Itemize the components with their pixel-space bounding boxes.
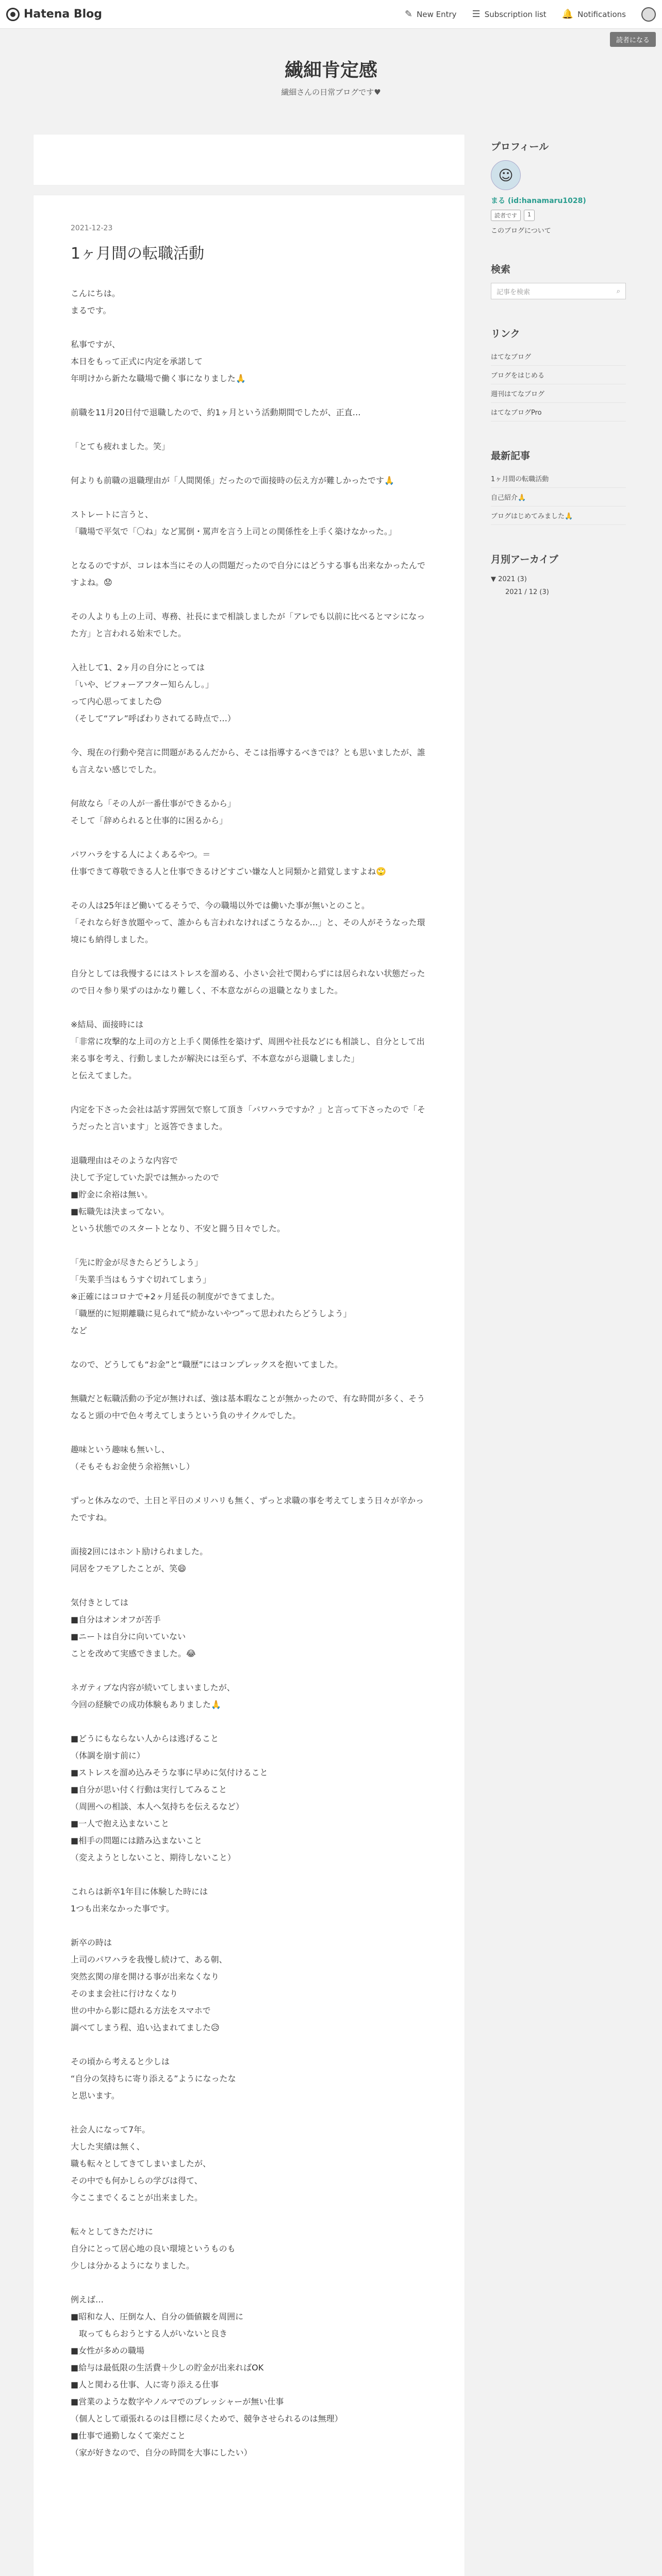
entry-line: 例えば… [71, 2295, 104, 2304]
entry-paragraph [71, 1594, 427, 1662]
entry-line: 自分としては我慢するにはストレスを溜める、小さい会社で関わらずには居られない状態だったので日々参り果ずのはかなり難しく、不本意ながらの退職となりました。 [71, 969, 425, 995]
entry-paragraph [71, 2291, 427, 2461]
search-input[interactable] [491, 283, 626, 299]
entry-paragraph [71, 1254, 427, 1339]
entry-line: となるのですが、コレは本当にその人の問題だったので自分にはどうする事も出来なかったんですよね。😟 [71, 561, 426, 587]
entry-line: 突然玄関の扉を開ける事が出来なくなり [71, 1972, 220, 1981]
entry-paragraph [71, 1730, 427, 1866]
entry-paragraph [71, 472, 427, 489]
recent-heading: 最新記事 [491, 450, 531, 462]
entry-line: 「先に貯金が尽きたらどうしよう」 [71, 1258, 203, 1267]
entry-line: 今ここまでくることが出来ました。 [71, 2193, 203, 2202]
entry-line: ■一人で抱え込まないこと [71, 1819, 170, 1828]
entry-date[interactable]: 2021-12-23 [71, 224, 113, 232]
entry-line: ■ニートは自分に向いていない [71, 1632, 186, 1641]
entry-line: 調べてしまう程、追い込まれてました😥 [71, 2023, 220, 2032]
entry-line: （周囲への相談、本人へ気持ちを伝えるなど） [71, 1802, 244, 1811]
entry-line: 入社して1、2ヶ月の自分にとっては [71, 663, 205, 672]
pencil-icon: ✎ [405, 9, 413, 20]
sidebar-link[interactable]: はてなブログPro [491, 403, 626, 421]
entry-paragraph [71, 285, 427, 319]
entry-line: ことを改めて実感できました。😂 [71, 1649, 196, 1658]
entry-line: など [71, 1326, 88, 1335]
entry-line: 「とても疲れました。笑」 [71, 442, 170, 451]
entry-line: ※結局、面接時には [71, 1020, 144, 1029]
entry-line: ■給与は最低限の生活費＋少しの貯金が出来ればOK [71, 2363, 264, 2372]
entry-paragraph [71, 1934, 427, 2036]
recent-entries-section [491, 448, 626, 525]
profile-section [491, 139, 626, 235]
entry-line: ■仕事で通勤しなくて楽だこと [71, 2431, 186, 2441]
sidebar-link[interactable]: 週刊はてなブログ [491, 384, 626, 403]
entry-line: ストレートに言うと、 [71, 510, 154, 519]
entry-line: 決して予定していた訳では無かったので [71, 1173, 220, 1182]
entry-line: 世の中から影に隠れる方法をスマホで [71, 2006, 211, 2015]
entry-line: 退職理由はそのような内容で [71, 1156, 178, 1165]
new-entry-label: New Entry [417, 9, 457, 19]
entry-line: 内定を下さった会社は話す雰囲気で察して頂き「パワハラですか？」と言って下さったので「そうだったと言います」と返答できました。 [71, 1105, 426, 1131]
recent-entry-link[interactable]: ブログはじめてみました🙏 [491, 506, 626, 525]
subscription-list-link[interactable] [472, 9, 547, 20]
entry-paragraph [71, 846, 427, 880]
entry-line: 転々としてきただけに [71, 2227, 154, 2236]
entry-line: パワハラをする人によくあるやつ。＝ [71, 850, 211, 859]
entry-line: （そもそもお金使う余裕無いし） [71, 1462, 195, 1471]
entry-line: その頃から考えると少しは [71, 2057, 170, 2066]
entry-line: 今、現在の行動や発言に問題があるんだから、そこは指導するべきでは？とも思いましたが、誰も言えない感じでした。 [71, 748, 426, 774]
entry-paragraph [71, 438, 427, 455]
entry-line: そして「辞められると仕事的に困るから」 [71, 816, 228, 825]
entry-line: （体調を崩す前に） [71, 1751, 145, 1760]
entry-line: と伝えてました。 [71, 1071, 137, 1080]
ad-area [33, 134, 465, 185]
entry-line: これらは新卒1年目に体験した時には [71, 1887, 208, 1896]
entry-paragraph [71, 897, 427, 948]
hatena-logo-icon [6, 8, 20, 21]
entry-line: ■転職先は決まってない。 [71, 1207, 170, 1216]
entry-line: 「非常に攻撃的な上司の方と上手く関係性を築けず、周囲や社長などにも相談し、自分として出来る事を考え、行動しましたが解決には至らず、不本意ながら退職しました」 [71, 1037, 425, 1063]
entry-line: 年明けから新たな職場で働く事になりました🙏 [71, 374, 246, 383]
entry-line: まるです。 [71, 306, 111, 315]
entry-line: 本日をもって正式に内定を承諾して [71, 357, 203, 366]
entry-line: ネガティブな内容が続いてしまいましたが、 [71, 1683, 235, 1692]
entry-line: 新卒の時は [71, 1938, 112, 1947]
list-icon: ☰ [472, 9, 481, 20]
entry-line: ■ストレスを溜め込みそうな事に早めに気付けること [71, 1768, 268, 1777]
entry-line: （家が好きなので、自分の時間を大事にしたい） [71, 2448, 252, 2458]
about-blog-link[interactable]: このブログについて [491, 227, 551, 235]
entry-line: 自分にとって居心地の良い環境というものも [71, 2244, 236, 2253]
search-heading: 検索 [491, 264, 511, 275]
entry-article [33, 195, 465, 2576]
entry-line: と思います。 [71, 2091, 120, 2100]
entry-paragraph [71, 1492, 427, 1526]
entry-paragraph [71, 1679, 427, 1713]
archive-section [491, 552, 626, 599]
recent-entry-link[interactable]: 自己紹介🙏 [491, 488, 626, 506]
entry-line: 「いや、ビフォーアフター知らんし。」 [71, 680, 213, 689]
entry-line: 「職場で平気で「〇ね」など罵倒・罵声を言う上司との関係性を上手く築けなかった。」 [71, 527, 397, 536]
entry-line: ずっと休みなので、土日と平日のメリハリも無く、ずっと求職の事を考えてしまう日々が辛かったですね。 [71, 1496, 424, 1522]
search-section [491, 262, 626, 299]
entry-line: 少しは分かるようになりました。 [71, 2261, 195, 2270]
entry-paragraph [71, 744, 427, 778]
entry-paragraph [71, 1101, 427, 1135]
search-icon[interactable]: ⌕ [616, 287, 620, 295]
archive-year-toggle[interactable]: ▼ 2021 (3) [491, 575, 527, 583]
entry-line: 「それなら好き放題やって、誰からも言われなければこうなるか…」と、その人がそうなった環境にも納得しました。 [71, 918, 425, 944]
entry-line: 何故なら「その人が一番仕事ができるから」 [71, 799, 236, 808]
entry-paragraph [71, 404, 427, 421]
entry-line: その人は25年ほど働いてるそうで、今の職場以外では働いた事が無いとのこと。 [71, 901, 370, 910]
subscription-label: Subscription list [484, 9, 547, 19]
entry-paragraph [71, 506, 427, 540]
entry-line: ■人と関わる仕事、人に寄り添える仕事 [71, 2380, 219, 2389]
entry-paragraph [71, 1441, 427, 1475]
entry-paragraph [71, 1390, 427, 1424]
entry-line: 大した実績は無く、 [71, 2142, 145, 2151]
entry-line: 社会人になって7年。 [71, 2125, 151, 2134]
entry-paragraph [71, 795, 427, 829]
entry-line: 前職を11月20日付で退職したので、約1ヶ月という活動期間でしたが、正直… [71, 408, 361, 417]
entry-line: 同居をフモアしたことが、笑😄 [71, 1564, 187, 1573]
user-avatar[interactable] [641, 7, 656, 22]
reader-count-badge: 1 [524, 210, 535, 221]
blog-description: 繊細さんの日常ブログです♥ [281, 88, 381, 97]
notifications-link[interactable] [562, 9, 626, 20]
logo-text: Hatena Blog [24, 8, 103, 21]
entry-line: 気付きとしては [71, 1598, 129, 1607]
subscribe-reader-button[interactable]: 読者になる [610, 32, 656, 47]
entry-paragraph [71, 2121, 427, 2206]
entry-line: という状態でのスタートとなり、不安と闘う日々でした。 [71, 1224, 286, 1233]
links-heading: リンク [491, 328, 520, 340]
entry-line: 上司のパワハラを我慢し続けて、ある朝、 [71, 1955, 227, 1964]
entry-line: ※正確にはコロナで+2ヶ月延長の制度ができてました。 [71, 1292, 279, 1301]
entry-paragraph [71, 2223, 427, 2274]
new-entry-link[interactable] [405, 9, 457, 20]
sidebar-link[interactable]: はてなブログ [491, 347, 626, 366]
entry-line: 仕事できて尊敬できる人と仕事できるけどすごい嫌な人と同類かと錯覚しますよね🙄 [71, 867, 386, 876]
entry-line: そのまま会社に行けなくなり [71, 1989, 178, 1998]
entry-paragraph [71, 965, 427, 999]
entry-line: 今回の経験での成功体験もありました🙏 [71, 1700, 221, 1709]
global-header [0, 0, 662, 29]
entry-line: 趣味という趣味も無いし、 [71, 1445, 170, 1454]
hatena-logo[interactable] [6, 8, 102, 21]
entry-line: ■相手の問題には踏み込まないこと [71, 1836, 203, 1845]
entry-line: （そして“アレ”呼ばわりされてる時点で…） [71, 714, 236, 723]
entry-line: 「失業手当はもうすぐ切れてしまう」 [71, 1275, 211, 1284]
entry-line: 無職だと転職活動の予定が無ければ、強は基本暇なことが無かったので、有な時間が多く、そうなると頭の中で色々考えてしまうという負のサイクルでした。 [71, 1394, 425, 1420]
entry-line: （変えようとしないこと、期待しないこと） [71, 1853, 236, 1862]
search-placeholder: 記事を検索 [496, 288, 531, 296]
entry-line: って内心思ってました🙃 [71, 697, 162, 706]
profile-name[interactable]: まる (id:hanamaru1028) [491, 197, 586, 205]
entry-line: 職も転々としてきてしまいましたが、 [71, 2159, 211, 2168]
profile-heading: プロフィール [491, 141, 549, 152]
links-section [491, 326, 626, 421]
entry-line: 何よりも前職の退職理由が「人間関係」だったので面接時の伝え方が難しかったです🙏 [71, 476, 394, 485]
entry-line: “自分の気持ちに寄り添える”ようになったな [71, 2074, 236, 2083]
entry-line: ■自分が思い付く行動は実行してみること [71, 1785, 227, 1794]
entry-paragraph [71, 1543, 427, 1577]
reader-badge[interactable]: 読者です [491, 210, 521, 221]
entry-line: 面接2回にはホント励けられました。 [71, 1547, 208, 1556]
archive-heading: 月別アーカイブ [491, 554, 558, 565]
entry-line: こんにちは。 [71, 289, 121, 298]
entry-line: ■昭和な人、圧倒な人、自分の価値観を周囲に [71, 2312, 244, 2321]
entry-paragraph [71, 1883, 427, 1917]
entry-line: ■貯金に余裕は無い。 [71, 1190, 153, 1199]
blog-title[interactable]: 繊細肯定感 [284, 60, 377, 81]
entry-paragraph [71, 1016, 427, 1084]
entry-title[interactable]: 1ヶ月間の転職活動 [71, 245, 205, 263]
entry-line: ■女性が多めの職場 [71, 2346, 145, 2355]
entry-line: 1つも出来なかった事です。 [71, 1904, 174, 1913]
entry-paragraph [71, 2053, 427, 2104]
entry-line: その中でも何かしらの学びは得て、 [71, 2176, 203, 2185]
entry-line: 「職歴的に短期離職に見られて“続かないやつ”って思われたらどうしよう」 [71, 1309, 352, 1318]
entry-paragraph [71, 1356, 427, 1373]
entry-paragraph [71, 608, 427, 642]
sidebar-link[interactable]: ブログをはじめる [491, 366, 626, 384]
entry-paragraph [71, 336, 427, 387]
notifications-label: Notifications [577, 9, 626, 19]
entry-line: （個人として頑張れるのは目標に尽くためで、競争させられるのは無理） [71, 2414, 343, 2424]
bell-icon: 🔔 [561, 9, 574, 20]
entry-line: 取ってもらおうとする人がいないと良き [71, 2329, 228, 2338]
sidebar [491, 139, 626, 625]
entry-paragraph [71, 557, 427, 591]
archive-month-link[interactable]: 2021 / 12 (3) [505, 588, 549, 596]
entry-paragraph [71, 659, 427, 727]
entry-line: 私事ですが、 [71, 340, 121, 349]
entry-paragraph [71, 1152, 427, 1237]
entry-line: なので、どうしても“お金”と“職歴”にはコンプレックスを抱いてました。 [71, 1360, 343, 1369]
entry-body [71, 285, 427, 2461]
entry-line: ■営業のような数字やノルマでのプレッシャーが無い仕事 [71, 2397, 284, 2406]
entry-line: その人よりも上の上司、専務、社長にまで相談しましたが「アレでも以前に比べるとマシになった方」と言われる始末でした。 [71, 612, 425, 638]
main-column [33, 134, 465, 2576]
entry-line: ■自分はオンオフが苦手 [71, 1615, 161, 1624]
entry-line: ■どうにもならない人からは逃げること [71, 1734, 219, 1743]
recent-entry-link[interactable]: 1ヶ月間の転職活動 [491, 469, 626, 488]
profile-avatar-icon[interactable]: ☺ [491, 160, 521, 190]
